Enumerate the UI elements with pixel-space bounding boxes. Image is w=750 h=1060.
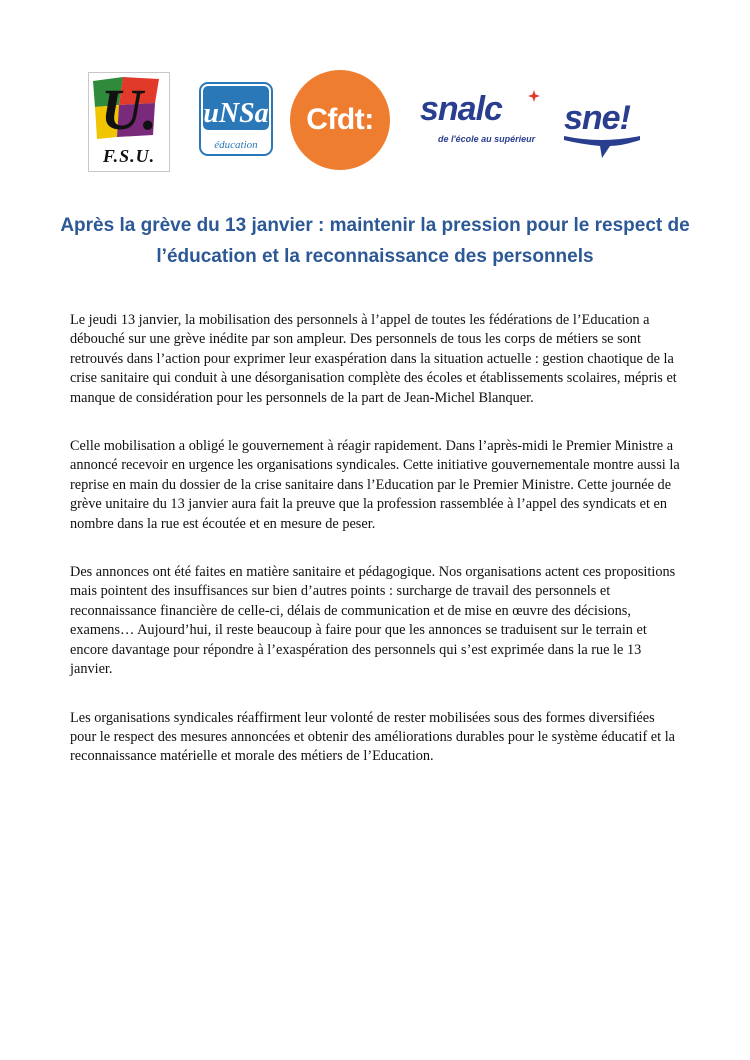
svg-text:uNSa: uNSa — [203, 98, 269, 129]
unsa-logo — [199, 82, 273, 156]
snalc-name: snalc — [420, 90, 502, 128]
cfdt-logo — [290, 70, 390, 170]
fsu-text: F.S.U. — [102, 146, 156, 166]
sne-logo — [562, 100, 652, 160]
paragraph: Le jeudi 13 janvier, la mobilisation des personnels à l’appel de toutes les fédérations de l’Education a débouché sur une grève inédite par son ampleur. Des personnels de tous les corps de métiers se sont retrouvés dans l’action pour exprimer leur exaspération dans la situation actuelle : gestion chaotique de la crise sanitaire qui conduit à une désorganisation complète des écoles et établissements scolaires, mépris et manque de considération pour les personnels de la part de Jean-Michel Blanquer. — [70, 312, 677, 406]
cfdt-name: Cfdt: — [306, 103, 374, 136]
fsu-emblem-icon — [89, 73, 169, 143]
fsu-logo — [88, 72, 170, 172]
paragraph: Les organisations syndicales réaffirment leur volonté de rester mobilisées sous des formes diversifiées pour le respect des mesures annoncées et obtenir des améliorations durables pour le système éducatif et la reconnaissance matérielle et morale des métiers de l’Education. — [70, 709, 676, 765]
star-icon — [528, 90, 540, 102]
snalc-tagline: de l'école au supérieur — [438, 134, 536, 144]
unsa-emblem-icon — [199, 82, 273, 156]
svg-text:U.: U. — [100, 77, 158, 142]
document-body — [70, 311, 680, 796]
document-title: Après la grève du 13 janvier : maintenir la pression pour le respect de l’éducation et la reconnaissance des personnels — [60, 215, 690, 267]
snalc-logo — [420, 90, 540, 154]
paragraph: Celle mobilisation a obligé le gouvernement à réagir rapidement. Dans l’après-midi le Premier Ministre a annoncé recevoir en urgence les organisations syndicales. Cette initiative gouvernementale montre aussi la reprise en main du dossier de la crise sanitaire dans l’Education par le Premier Ministre. Cette journée de grève unitaire du 13 janvier aura fait la preuve que la profession rassemblée à l’appel des syndicats et en nombre dans la rue est écoutée et en mesure de peser. — [70, 438, 680, 532]
paragraph: Des annonces ont été faites en matière sanitaire et pédagogique. Nos organisations actent ces propositions mais pointent des insuffisances sur bien d’autres points : surcharge de travail des personnels et reconnaissance financière de celle-ci, délais de communication et de mise en œuvre des décisions, examens… Aujourd’hui, il reste beaucoup à faire pour que les annonces se traduisent sur le terrain et encore davantage pour répondre à l’exaspération des personnels qui s’est exprimée dans la rue le 13 janvier. — [70, 564, 676, 678]
svg-text:éducation: éducation — [214, 139, 258, 151]
sne-name: sne! — [564, 99, 630, 137]
logo-bar — [0, 0, 750, 190]
speech-bubble-icon — [562, 134, 642, 160]
